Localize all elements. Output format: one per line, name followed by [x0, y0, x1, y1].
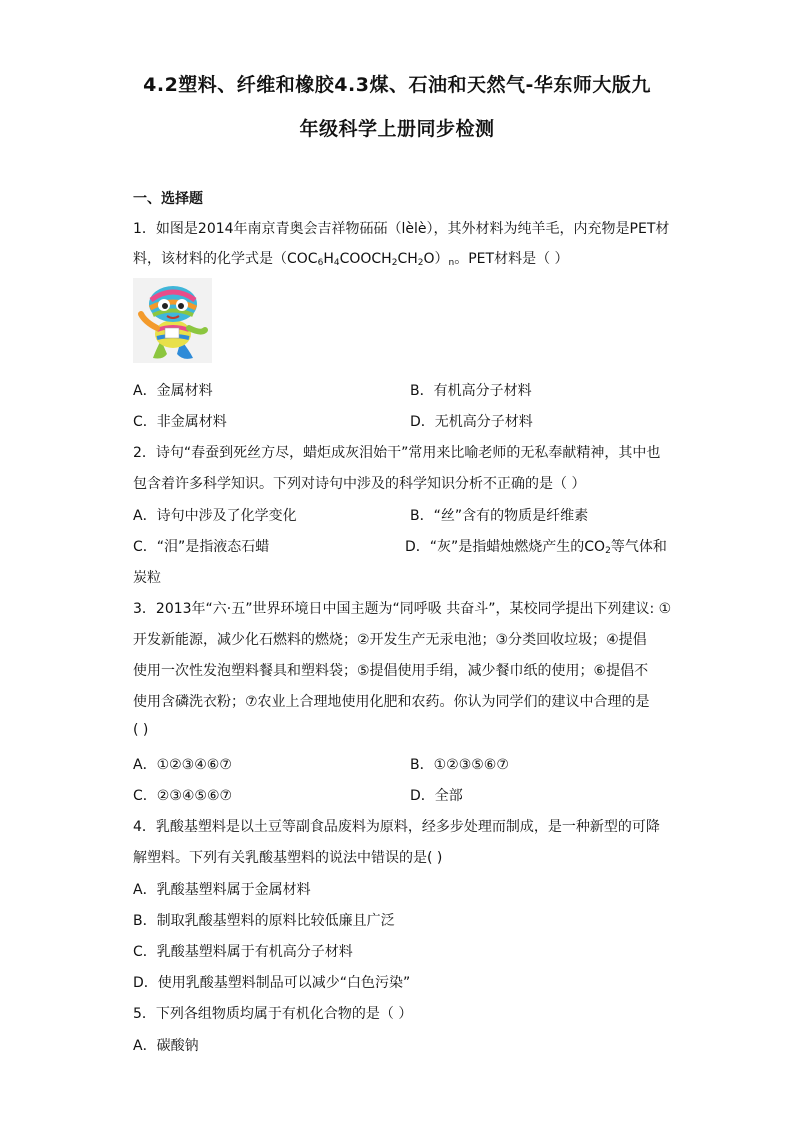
q2-option-c[interactable]: C．“泪”是指液态石蜡: [133, 539, 270, 555]
mascot-figure-icon: [133, 278, 212, 363]
q2-option-a[interactable]: A．诗句中涉及了化学变化: [133, 508, 297, 524]
q3-option-d[interactable]: D．全部: [410, 788, 463, 804]
q4-option-c[interactable]: C．乳酸基塑料属于有机高分子材料: [133, 944, 353, 960]
q3-option-a[interactable]: A．①②③④⑥⑦: [133, 757, 232, 773]
doc-title-line-2: 年级科学上册同步检测: [299, 118, 495, 140]
q1-option-d[interactable]: D．无机高分子材料: [410, 414, 533, 430]
q1-option-c[interactable]: C．非金属材料: [133, 414, 227, 430]
q1-option-a[interactable]: A．金属材料: [133, 383, 213, 399]
q4-stem-line-2: 解塑料。下列有关乳酸基塑料的说法中错误的是( ): [133, 850, 443, 866]
q3-option-c[interactable]: C．②③④⑤⑥⑦: [133, 788, 233, 804]
q5-option-a[interactable]: A．碳酸钠: [133, 1038, 199, 1054]
q3-option-b[interactable]: B．①②③⑤⑥⑦: [410, 757, 509, 773]
q2-stem-line-2: 包含着许多科学知识。下列对诗句中涉及的科学知识分析不正确的是（ ）: [133, 476, 586, 492]
q3-stem-line-4: 使用含磷洗衣粉；⑦农业上合理地使用化肥和农药。你认为同学们的建议中合理的是: [133, 694, 650, 710]
q2-option-d-continued: 炭粒: [133, 570, 161, 586]
q3-stem-line-2: 开发新能源，减少化石燃料的燃烧；②开发生产无汞电池；③分类回收垃圾；④提倡: [133, 632, 647, 648]
q3-stem-line-5: ( ): [133, 722, 149, 738]
q4-option-a[interactable]: A．乳酸基塑料属于金属材料: [133, 882, 311, 898]
q1-stem-line-1: 1．如图是2014年南京青奥会吉祥物砳砳（lèlè），其外材料为纯羊毛，内充物是PET材: [133, 221, 670, 237]
q3-stem-line-3: 使用一次性发泡塑料餐具和塑料袋；⑤提倡使用手绢，减少餐巾纸的使用；⑥提倡不: [133, 663, 649, 679]
q1-option-b[interactable]: B．有机高分子材料: [410, 383, 532, 399]
q2-option-b[interactable]: B．“丝”含有的物质是纤维素: [410, 508, 589, 524]
q1-stem-line-2: 料，该材料的化学式是$(COC_6H_4COOCH_2CH_2O)_n$。PET材料是（ ）: [133, 251, 569, 268]
q2-stem-line-1: 2．诗句“春蚕到死丝方尽，蜡炬成灰泪始干”常用来比喻老师的无私奉献精神，其中也: [133, 445, 661, 461]
section-heading: 一、选择题: [133, 191, 203, 207]
doc-title-line-1: 4.2塑料、纤维和橡胶4.3煤、石油和天然气-华东师大版九: [143, 74, 651, 96]
q4-option-b[interactable]: B．制取乳酸基塑料的原料比较低廉且广泛: [133, 913, 395, 929]
mascot-image: [133, 278, 212, 363]
q4-stem-line-1: 4．乳酸基塑料是以土豆等副食品废料为原料，经多步处理而制成，是一种新型的可降: [133, 819, 660, 835]
q3-stem-line-1: 3．2013年“六·五”世界环境日中国主题为“同呼吸 共奋斗”，某校同学提出下列建议: ①: [133, 601, 672, 617]
q4-option-d[interactable]: D．使用乳酸基塑料制品可以减少“白色污染”: [133, 975, 411, 991]
q5-stem-line-1: 5．下列各组物质均属于有机化合物的是（ ）: [133, 1006, 413, 1022]
q2-option-d[interactable]: D．“灰”是指蜡烛燃烧产生的$CO_2$等气体和: [405, 539, 667, 556]
